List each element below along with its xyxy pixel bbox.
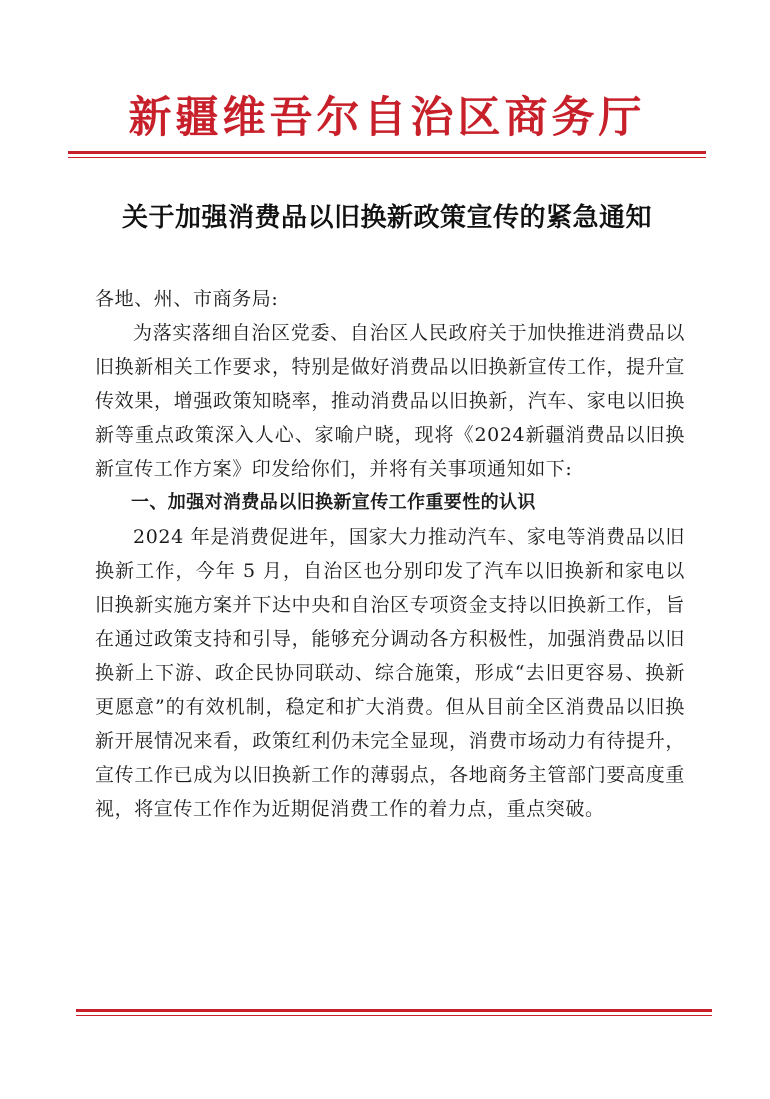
salutation: 各地、州、市商务局: — [95, 288, 279, 310]
organization-letterhead: 新疆维吾尔自治区商务厅 — [128, 93, 646, 143]
footer-red-rule-thin — [76, 1015, 712, 1016]
section-1-paragraph: 2024 年是消费促进年，国家大力推动汽车、家电等消费品以旧换新工作，今年 5 月，自治区也分别印发了汽车以旧换新和家电以旧换新实施方案并下达中央和自治区专项资金支持以旧换新工作，旨在通过政策支持和引导，能够充分调动各方积极性，加强消费品以旧换新上下游、政企民协同联动、综合施策，形成“去旧更容易、换新更愿意”的有效机制，稳定和扩大消费。但从目前全区消费品以旧换新开展情况来看，政策红利仍未完全显现，消费市场动力有待提升，宣传工作已成为以旧换新工作的薄弱点，各地商务主管部门要高度重视，将宣传工作作为近期促消费工作的着力点，重点突破。 — [95, 526, 685, 820]
footer-red-rule-thick — [76, 1009, 712, 1012]
letterhead-red-rule-thick — [68, 151, 706, 154]
intro-paragraph: 为落实落细自治区党委、自治区人民政府关于加快推进消费品以旧换新相关工作要求，特别是做好消费品以旧换新宣传工作，提升宣传效果，增强政策知晓率，推动消费品以旧换新，汽车、家电以旧换新等重点政策深入人心、家喻户晓，现将《2024新疆消费品以旧换新宣传工作方案》印发给你们，并将有关事项通知如下: — [95, 322, 685, 480]
letterhead-red-rule-thin — [68, 157, 706, 158]
section-1-heading: 一、加强对消费品以旧换新宣传工作重要性的认识 — [131, 492, 536, 513]
document-title: 关于加强消费品以旧换新政策宣传的紧急通知 — [121, 203, 652, 233]
document-body — [95, 282, 685, 826]
